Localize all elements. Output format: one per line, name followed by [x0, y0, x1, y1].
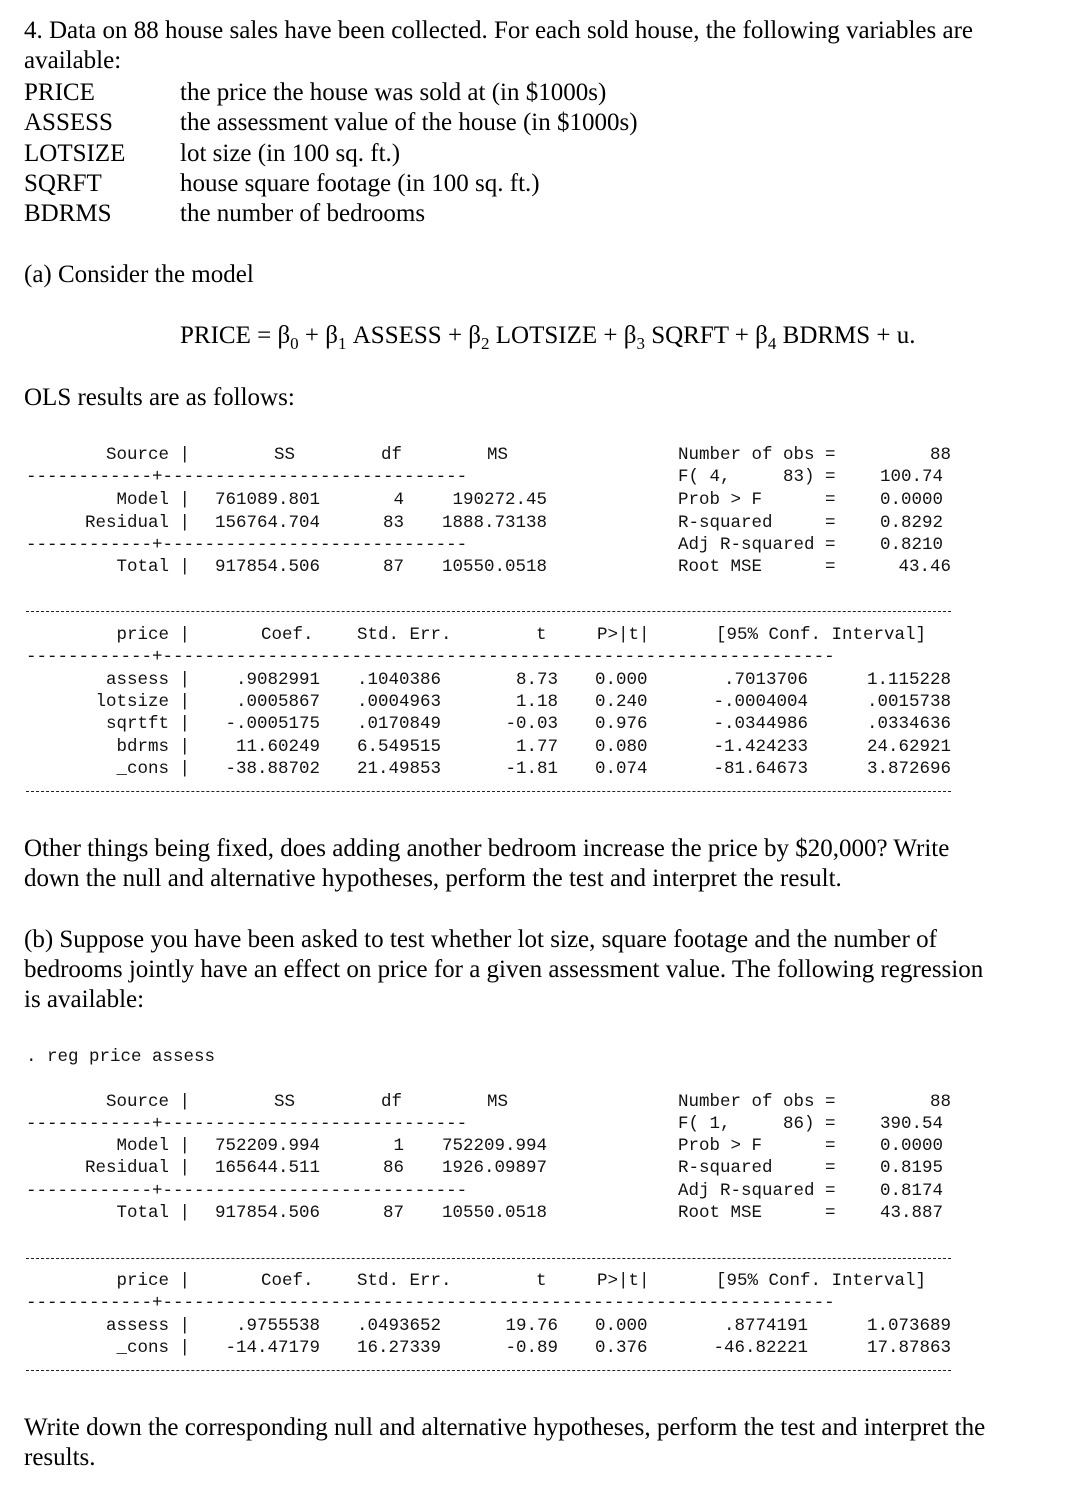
se-value: .0004963 — [357, 692, 442, 712]
p-value: 0.000 — [595, 670, 648, 690]
anova-ss-header: SS — [274, 445, 296, 465]
coef-header: Coef. — [261, 1271, 314, 1291]
se-header: Std. Err. — [357, 625, 452, 645]
coef-value: .9755538 — [235, 1316, 320, 1336]
anova-ms: 190272.45 — [452, 490, 547, 510]
anova-ms-header: MS — [487, 445, 509, 465]
ci-low: -.0344986 — [713, 714, 808, 734]
ci-low: -46.82221 — [713, 1338, 808, 1358]
anova-ss: 917854.506 — [215, 1203, 321, 1223]
p-value: 0.080 — [595, 737, 648, 757]
coef-value: -.0005175 — [225, 714, 320, 734]
stat-label: Root MSE = — [678, 557, 836, 577]
intro-line-1: 4. Data on 88 house sales have been collected. For each sold house, the following variables are — [24, 17, 973, 44]
var-name: BDRMS — [24, 200, 112, 227]
anova-df: 87 — [382, 557, 404, 577]
anova-ss: 917854.506 — [215, 557, 321, 577]
table-rule — [26, 611, 951, 612]
anova-ms: 752209.994 — [441, 1136, 547, 1156]
table-separator: ------------+----------------------------- — [26, 535, 468, 555]
table-rule — [26, 791, 951, 792]
anova-source-header: Source | — [105, 1092, 190, 1112]
part-b-final-line: results. — [24, 1444, 96, 1471]
coef-value: 11.60249 — [235, 737, 320, 757]
var-desc: lot size (in 100 sq. ft.) — [180, 140, 401, 167]
stat-label: F( 4, 83) = — [678, 467, 836, 487]
stat-value: 0.0000 — [880, 1136, 944, 1156]
se-value: 6.549515 — [357, 737, 442, 757]
anova-df-header: df — [381, 445, 403, 465]
p-value: 0.000 — [595, 1316, 648, 1336]
coef-var-header: price | — [116, 625, 190, 645]
coef-value: -38.88702 — [225, 759, 320, 779]
part-a-question-line: Other things being fixed, does adding another bedroom increase the price by $20,000? Write — [24, 835, 950, 862]
var-name: SQRFT — [24, 170, 102, 197]
table-rule — [26, 1258, 951, 1259]
var-desc: the number of bedrooms — [180, 200, 426, 227]
stata-command: . reg price assess — [26, 1047, 216, 1067]
ci-low: .7013706 — [723, 670, 808, 690]
stat-label: R-squared = — [678, 1158, 836, 1178]
coef-header: Coef. — [261, 625, 314, 645]
stat-label: Adj R-squared = — [678, 1181, 836, 1201]
part-a-intro: (a) Consider the model — [24, 261, 254, 288]
coef-value: .0005867 — [235, 692, 320, 712]
stat-label: Prob > F = — [678, 490, 836, 510]
var-name: LOTSIZE — [24, 140, 126, 167]
part-a-question-line: down the null and alternative hypotheses, perform the test and interpret the result. — [24, 865, 842, 892]
t-header: t — [536, 625, 547, 645]
ci-high: 1.115228 — [866, 670, 951, 690]
t-value: -0.03 — [505, 714, 558, 734]
anova-source: Model | — [116, 1136, 190, 1156]
var-desc: the price the house was sold at (in $1000s) — [180, 79, 607, 106]
p-value: 0.976 — [595, 714, 648, 734]
ci-high: .0334636 — [866, 714, 951, 734]
se-value: .1040386 — [357, 670, 442, 690]
stat-value: 100.74 — [880, 467, 944, 487]
p-value: 0.376 — [595, 1338, 648, 1358]
anova-ss: 752209.994 — [215, 1136, 321, 1156]
table-separator: ------------+----------------------------- — [26, 1181, 468, 1201]
coef-var-header: price | — [116, 1271, 190, 1291]
anova-ss: 761089.801 — [215, 490, 321, 510]
se-value: 16.27339 — [357, 1338, 442, 1358]
stat-value: 390.54 — [880, 1114, 944, 1134]
coef-var: lotsize | — [95, 692, 190, 712]
anova-df: 1 — [393, 1136, 404, 1156]
stat-label: Number of obs = — [678, 1092, 836, 1112]
intro-line-2: available: — [24, 47, 122, 74]
coef-var: assess | — [105, 670, 190, 690]
stat-value: 0.0000 — [880, 490, 944, 510]
stat-value: 0.8292 — [880, 513, 944, 533]
t-value: -1.81 — [505, 759, 558, 779]
coef-var: sqrtft | — [105, 714, 190, 734]
stat-value: 88 — [929, 445, 951, 465]
stat-value: 88 — [929, 1092, 951, 1112]
table-separator: ------------+----------------------------- — [26, 1114, 468, 1134]
p-header: P>|t| — [597, 625, 650, 645]
stat-value: 0.8195 — [880, 1158, 944, 1178]
anova-source: Total | — [116, 557, 190, 577]
anova-source: Residual | — [84, 513, 190, 533]
anova-df: 83 — [382, 513, 404, 533]
stat-value: 43.46 — [898, 557, 951, 577]
ci-low: .8774191 — [723, 1316, 808, 1336]
model-equation: PRICE = $\beta_0 + \beta_1$ ASSESS + $\beta_2$ LOTSIZE + $\beta_3$ SQRFT + $\beta_4$ BDRMS + u. — [180, 322, 916, 353]
ci-low: -81.64673 — [713, 759, 808, 779]
se-value: .0170849 — [357, 714, 442, 734]
t-header: t — [536, 1271, 547, 1291]
anova-ms: 1888.73138 — [441, 513, 547, 533]
coef-var: _cons | — [116, 1338, 190, 1358]
stat-label: Prob > F = — [678, 1136, 836, 1156]
anova-source: Total | — [116, 1203, 190, 1223]
ols-label: OLS results are as follows: — [24, 384, 295, 411]
coef-value: .9082991 — [235, 670, 320, 690]
part-b-question-line: bedrooms jointly have an effect on price for a given assessment value. The following regression — [24, 956, 984, 983]
anova-ms-header: MS — [487, 1092, 509, 1112]
table-separator: ------------+---------------------------------------------------------------- — [26, 647, 835, 667]
stat-label: Number of obs = — [678, 445, 836, 465]
var-desc: house square footage (in 100 sq. ft.) — [180, 170, 540, 197]
table-rule — [26, 1370, 951, 1371]
se-value: .0493652 — [357, 1316, 442, 1336]
ci-high: 1.073689 — [866, 1316, 951, 1336]
p-header: P>|t| — [597, 1271, 650, 1291]
t-value: -0.89 — [505, 1338, 558, 1358]
stat-value: 0.8174 — [880, 1181, 944, 1201]
ci-high: 17.87863 — [866, 1338, 951, 1358]
coef-var: _cons | — [116, 759, 190, 779]
se-value: 21.49853 — [357, 759, 442, 779]
anova-ss-header: SS — [274, 1092, 296, 1112]
ci-low: -1.424233 — [713, 737, 808, 757]
anova-ms: 1926.09897 — [441, 1158, 547, 1178]
ci-high: 24.62921 — [866, 737, 951, 757]
table-separator: ------------+----------------------------- — [26, 467, 468, 487]
p-value: 0.240 — [595, 692, 648, 712]
t-value: 1.77 — [515, 737, 558, 757]
stat-label: Adj R-squared = — [678, 535, 836, 555]
t-value: 19.76 — [505, 1316, 558, 1336]
var-name: ASSESS — [24, 109, 113, 136]
anova-source: Model | — [116, 490, 190, 510]
ci-low: -.0004004 — [713, 692, 808, 712]
part-b-final-line: Write down the corresponding null and alternative hypotheses, perform the test and interpret the — [24, 1414, 986, 1441]
part-b-question-line: (b) Suppose you have been asked to test whether lot size, square footage and the number of — [24, 926, 937, 953]
stat-value: 43.887 — [880, 1203, 944, 1223]
ci-high: .0015738 — [866, 692, 951, 712]
stat-label: F( 1, 86) = — [678, 1114, 836, 1134]
anova-ms: 10550.0518 — [441, 557, 547, 577]
coef-var: assess | — [105, 1316, 190, 1336]
anova-df: 87 — [382, 1203, 404, 1223]
anova-df: 4 — [393, 490, 404, 510]
table-separator: ------------+---------------------------------------------------------------- — [26, 1293, 835, 1313]
anova-source: Residual | — [84, 1158, 190, 1178]
se-header: Std. Err. — [357, 1271, 452, 1291]
var-name: PRICE — [24, 79, 95, 106]
stat-label: R-squared = — [678, 513, 836, 533]
var-desc: the assessment value of the house (in $1000s) — [180, 109, 638, 136]
stat-value: 0.8210 — [880, 535, 944, 555]
anova-ss: 165644.511 — [215, 1158, 321, 1178]
coef-var: bdrms | — [116, 737, 190, 757]
anova-source-header: Source | — [105, 445, 190, 465]
part-b-question-line: is available: — [24, 986, 145, 1013]
ci-high: 3.872696 — [866, 759, 951, 779]
anova-ss: 156764.704 — [215, 513, 321, 533]
ci-header: [95% Conf. Interval] — [716, 625, 927, 645]
ci-header: [95% Conf. Interval] — [716, 1271, 927, 1291]
anova-df: 86 — [382, 1158, 404, 1178]
coef-value: -14.47179 — [225, 1338, 320, 1358]
t-value: 1.18 — [515, 692, 558, 712]
stat-label: Root MSE = — [678, 1203, 836, 1223]
anova-ms: 10550.0518 — [441, 1203, 547, 1223]
t-value: 8.73 — [515, 670, 558, 690]
p-value: 0.074 — [595, 759, 648, 779]
anova-df-header: df — [381, 1092, 403, 1112]
